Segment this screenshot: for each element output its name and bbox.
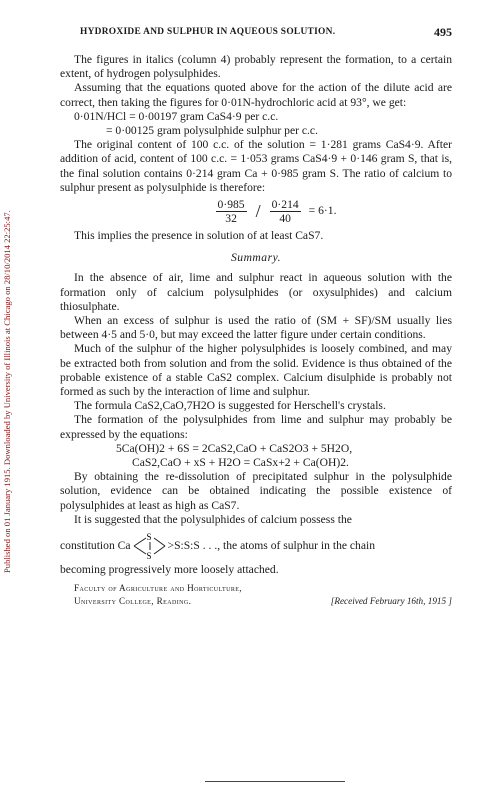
summary-paragraph-7: It is suggested that the polysulphides of calcium possess the: [74, 512, 352, 526]
paragraph-italics-note: The figures in italics (column 4) probably represent the formation, to a certain extent, of hydrogen polysulphides.: [60, 53, 452, 81]
equation-polysulphide-sulphur: = 0·00125 gram polysulphide sulphur per c.c.: [106, 124, 318, 138]
article-body: [60, 53, 452, 608]
end-rule: [205, 781, 345, 782]
affiliation-row: [60, 595, 452, 608]
equation-polysulphide: CaS2,CaO + xS + H2O = CaSx+2 + Ca(OH)2.: [132, 456, 349, 470]
fraction-sulphur: [216, 198, 247, 225]
ring-sulphur-bottom: S: [146, 551, 152, 562]
summary-paragraph-1: In the absence of air, lime and sulphur react in aqueous solution with the formation only of calcium polysulphides (or oxysulphides) and calcium thiosulphate.: [60, 271, 452, 313]
summary-paragraph-8: becoming progressively more loosely attached.: [60, 563, 279, 577]
running-header: [60, 27, 452, 41]
constitution-formula: [60, 531, 452, 561]
publication-side-note: Published on 01 January 1915. Downloaded by University of Illinois at Chicago on 28/10/2014 22:25:47.: [2, 210, 12, 574]
fraction-calcium-denominator: 40: [279, 212, 291, 226]
affiliation-block: [60, 582, 452, 608]
sulphur-ring-diagram: [133, 531, 167, 561]
summary-paragraph-6: By obtaining the re-dissolution of precipitated sulphur in the polysulphide solution, evidence can be obtained indicating the possible existence of polysulphides at least as high as CaS7.: [60, 470, 452, 512]
received-date: [Received February 16th, 1915 ]: [330, 596, 452, 607]
page-number: 495: [434, 25, 452, 39]
summary-heading: Summary.: [230, 251, 282, 265]
ratio-result: = 6·1.: [308, 204, 337, 218]
constitution-prefix: constitution Ca: [60, 538, 131, 552]
equation-hcl: 0·01N/HCl = 0·00197 gram CaS4·9 per c.c.: [74, 109, 279, 123]
summary-paragraph-5: The formation of the polysulphides from lime and sulphur may probably be expressed by the equations:: [60, 413, 452, 441]
fraction-calcium-numerator: 0·214: [271, 198, 299, 212]
fraction-sulphur-numerator: 0·985: [217, 198, 245, 212]
summary-paragraph-3: Much of the sulphur of the higher polysulphides is loosely combined, and may be extracted both from solution and from the solid. Evidence is thus obtained of the probable existence of a stable CaS2 complex. Calcium disulphide is probably not formed as such by the interaction of lime and sulphur.: [60, 342, 452, 399]
fraction-divider: /: [255, 201, 261, 222]
summary-paragraph-4: The formula CaS2,CaO,7H2O is suggested for Herschell's crystals.: [74, 399, 386, 413]
summary-paragraph-2: When an excess of sulphur is used the ratio of (SM + SF)/SM usually lies between 4·5 and 5·0, but may exceed the latter figure under certain conditions.: [60, 314, 452, 342]
constitution-suffix: >S:S:S . . ., the atoms of sulphur in the chain: [167, 538, 376, 552]
ratio-expression: [100, 198, 452, 225]
fraction-sulphur-denominator: 32: [225, 212, 237, 226]
paragraph-original-content: The original content of 100 c.c. of the solution = 1·281 grams CaS4·9. After addition of acid, content of 100 c.c. = 1·053 grams CaS4·9 + 0·146 gram S, that is, the final solution contains 0·214 gram Ca + 0·985 gram S. The ratio of calcium to sulphur present as polysulphide is therefore:: [60, 138, 452, 194]
fraction-calcium: [270, 198, 301, 225]
affiliation-college: University College, Reading.: [74, 596, 192, 607]
ring-sulphur-top: S: [146, 532, 152, 543]
paragraph-assumption: Assuming that the equations quoted above for the action of the dilute acid are correct, then taking the figures for 0·01N-hydrochloric acid at 93°, we get:: [60, 81, 452, 109]
paragraph-implication: This implies the presence in solution of at least CaS7.: [74, 229, 324, 243]
running-title: HYDROXIDE AND SULPHUR IN AQUEOUS SOLUTION.: [80, 27, 336, 37]
equation-lime-sulphur: 5Ca(OH)2 + 6S = 2CaS2,CaO + CaS2O3 + 5H2O,: [116, 441, 353, 455]
affiliation-faculty: Faculty of Agriculture and Horticulture,: [74, 583, 243, 594]
